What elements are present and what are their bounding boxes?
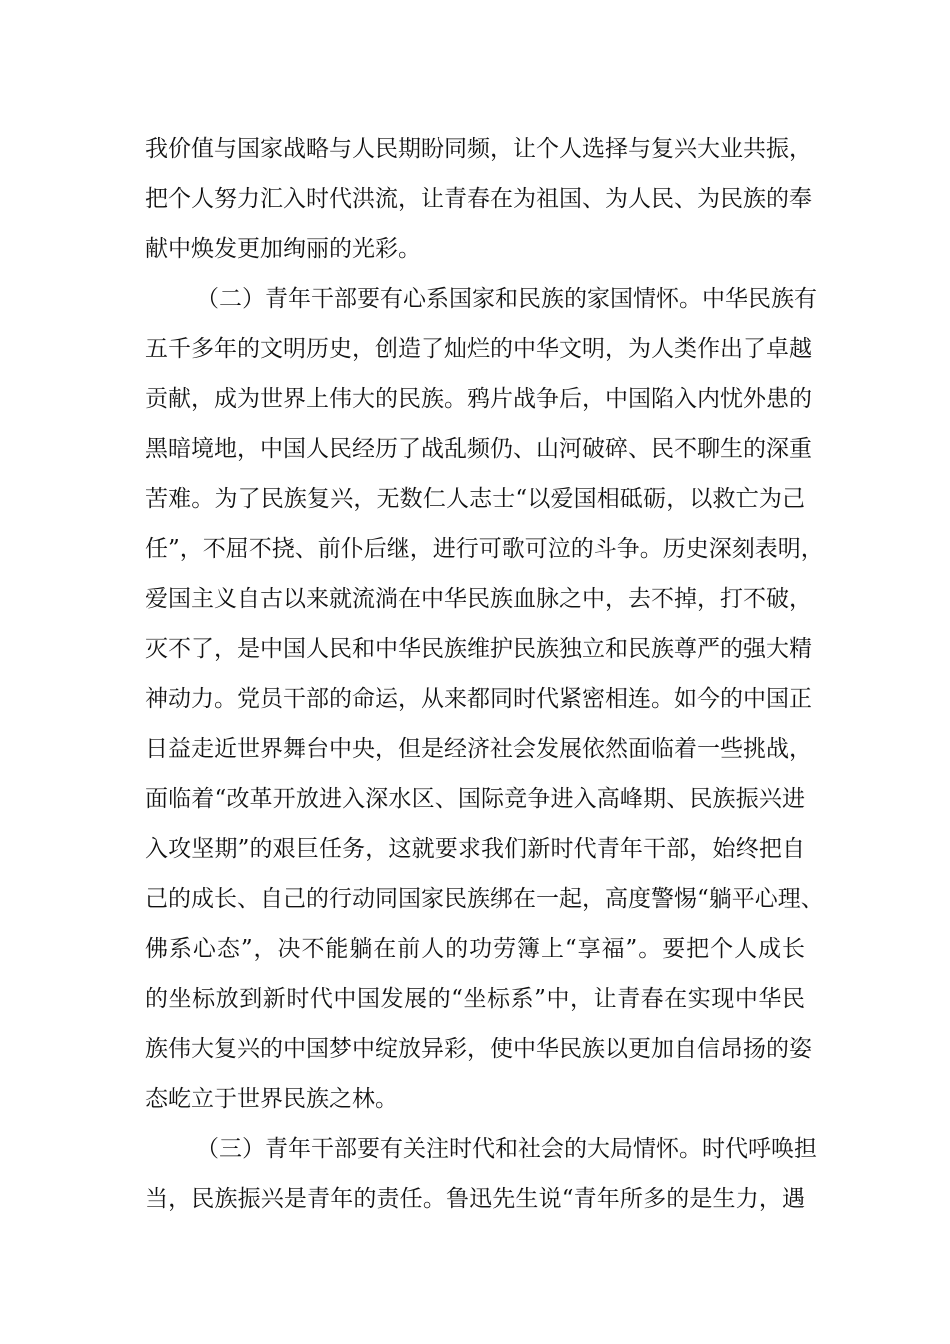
section-heading-line: （二）青年干部要有心系国家和民族的家国情怀。中华民族有 [196, 286, 817, 312]
text-line: 五千多年的文明历史，创造了灿烂的中华文明，为人类作出了卓越 [145, 336, 812, 362]
text-line: 贡献，成为世界上伟大的民族。鸦片战争后，中国陷入内忧外患的 [145, 386, 812, 412]
text-line: 当，民族振兴是青年的责任。鲁迅先生说“青年所多的是生力，遇 [145, 1186, 805, 1212]
text-line: 灭不了，是中国人民和中华民族维护民族独立和民族尊严的强大精 [145, 636, 812, 662]
text-line: 己的成长、自己的行动同国家民族绑在一起，高度警惕“躺平心理、 [145, 886, 824, 912]
text-line: 把个人努力汇入时代洪流，让青春在为祖国、为人民、为民族的奉 [145, 186, 812, 212]
text-line: 任”，不屈不挠、前仆后继，进行可歌可泣的斗争。历史深刻表明， [145, 536, 824, 562]
text-line: 苦难。为了民族复兴，无数仁人志士“以爱国相砥砺，以救亡为己 [145, 486, 805, 512]
text-line: 入攻坚期”的艰巨任务，这就要求我们新时代青年干部，始终把自 [145, 836, 805, 862]
text-line: 日益走近世界舞台中央，但是经济社会发展依然面临着一些挑战， [145, 736, 812, 762]
text-line: 我价值与国家战略与人民期盼同频，让个人选择与复兴大业共振， [145, 136, 812, 162]
text-line: 爱国主义自古以来就流淌在中华民族血脉之中，去不掉，打不破， [145, 586, 812, 612]
text-line: 面临着“改革开放进入深水区、国际竞争进入高峰期、民族振兴进 [145, 786, 805, 812]
text-line: 献中焕发更加绚丽的光彩。 [145, 236, 421, 262]
text-line: 的坐标放到新时代中国发展的“坐标系”中，让青春在实现中华民 [145, 986, 805, 1012]
text-line: 神动力。党员干部的命运，从来都同时代紧密相连。如今的中国正 [145, 686, 812, 712]
text-line: 黑暗境地，中国人民经历了战乱频仍、山河破碎、民不聊生的深重 [145, 436, 812, 462]
text-line: 态屹立于世界民族之林。 [145, 1086, 398, 1112]
text-line: 族伟大复兴的中国梦中绽放异彩，使中华民族以更加自信昂扬的姿 [145, 1036, 812, 1062]
section-heading-line: （三）青年干部要有关注时代和社会的大局情怀。时代呼唤担 [196, 1136, 817, 1162]
text-line: 佛系心态”，决不能躺在前人的功劳簿上“享福”。要把个人成长 [145, 936, 805, 962]
